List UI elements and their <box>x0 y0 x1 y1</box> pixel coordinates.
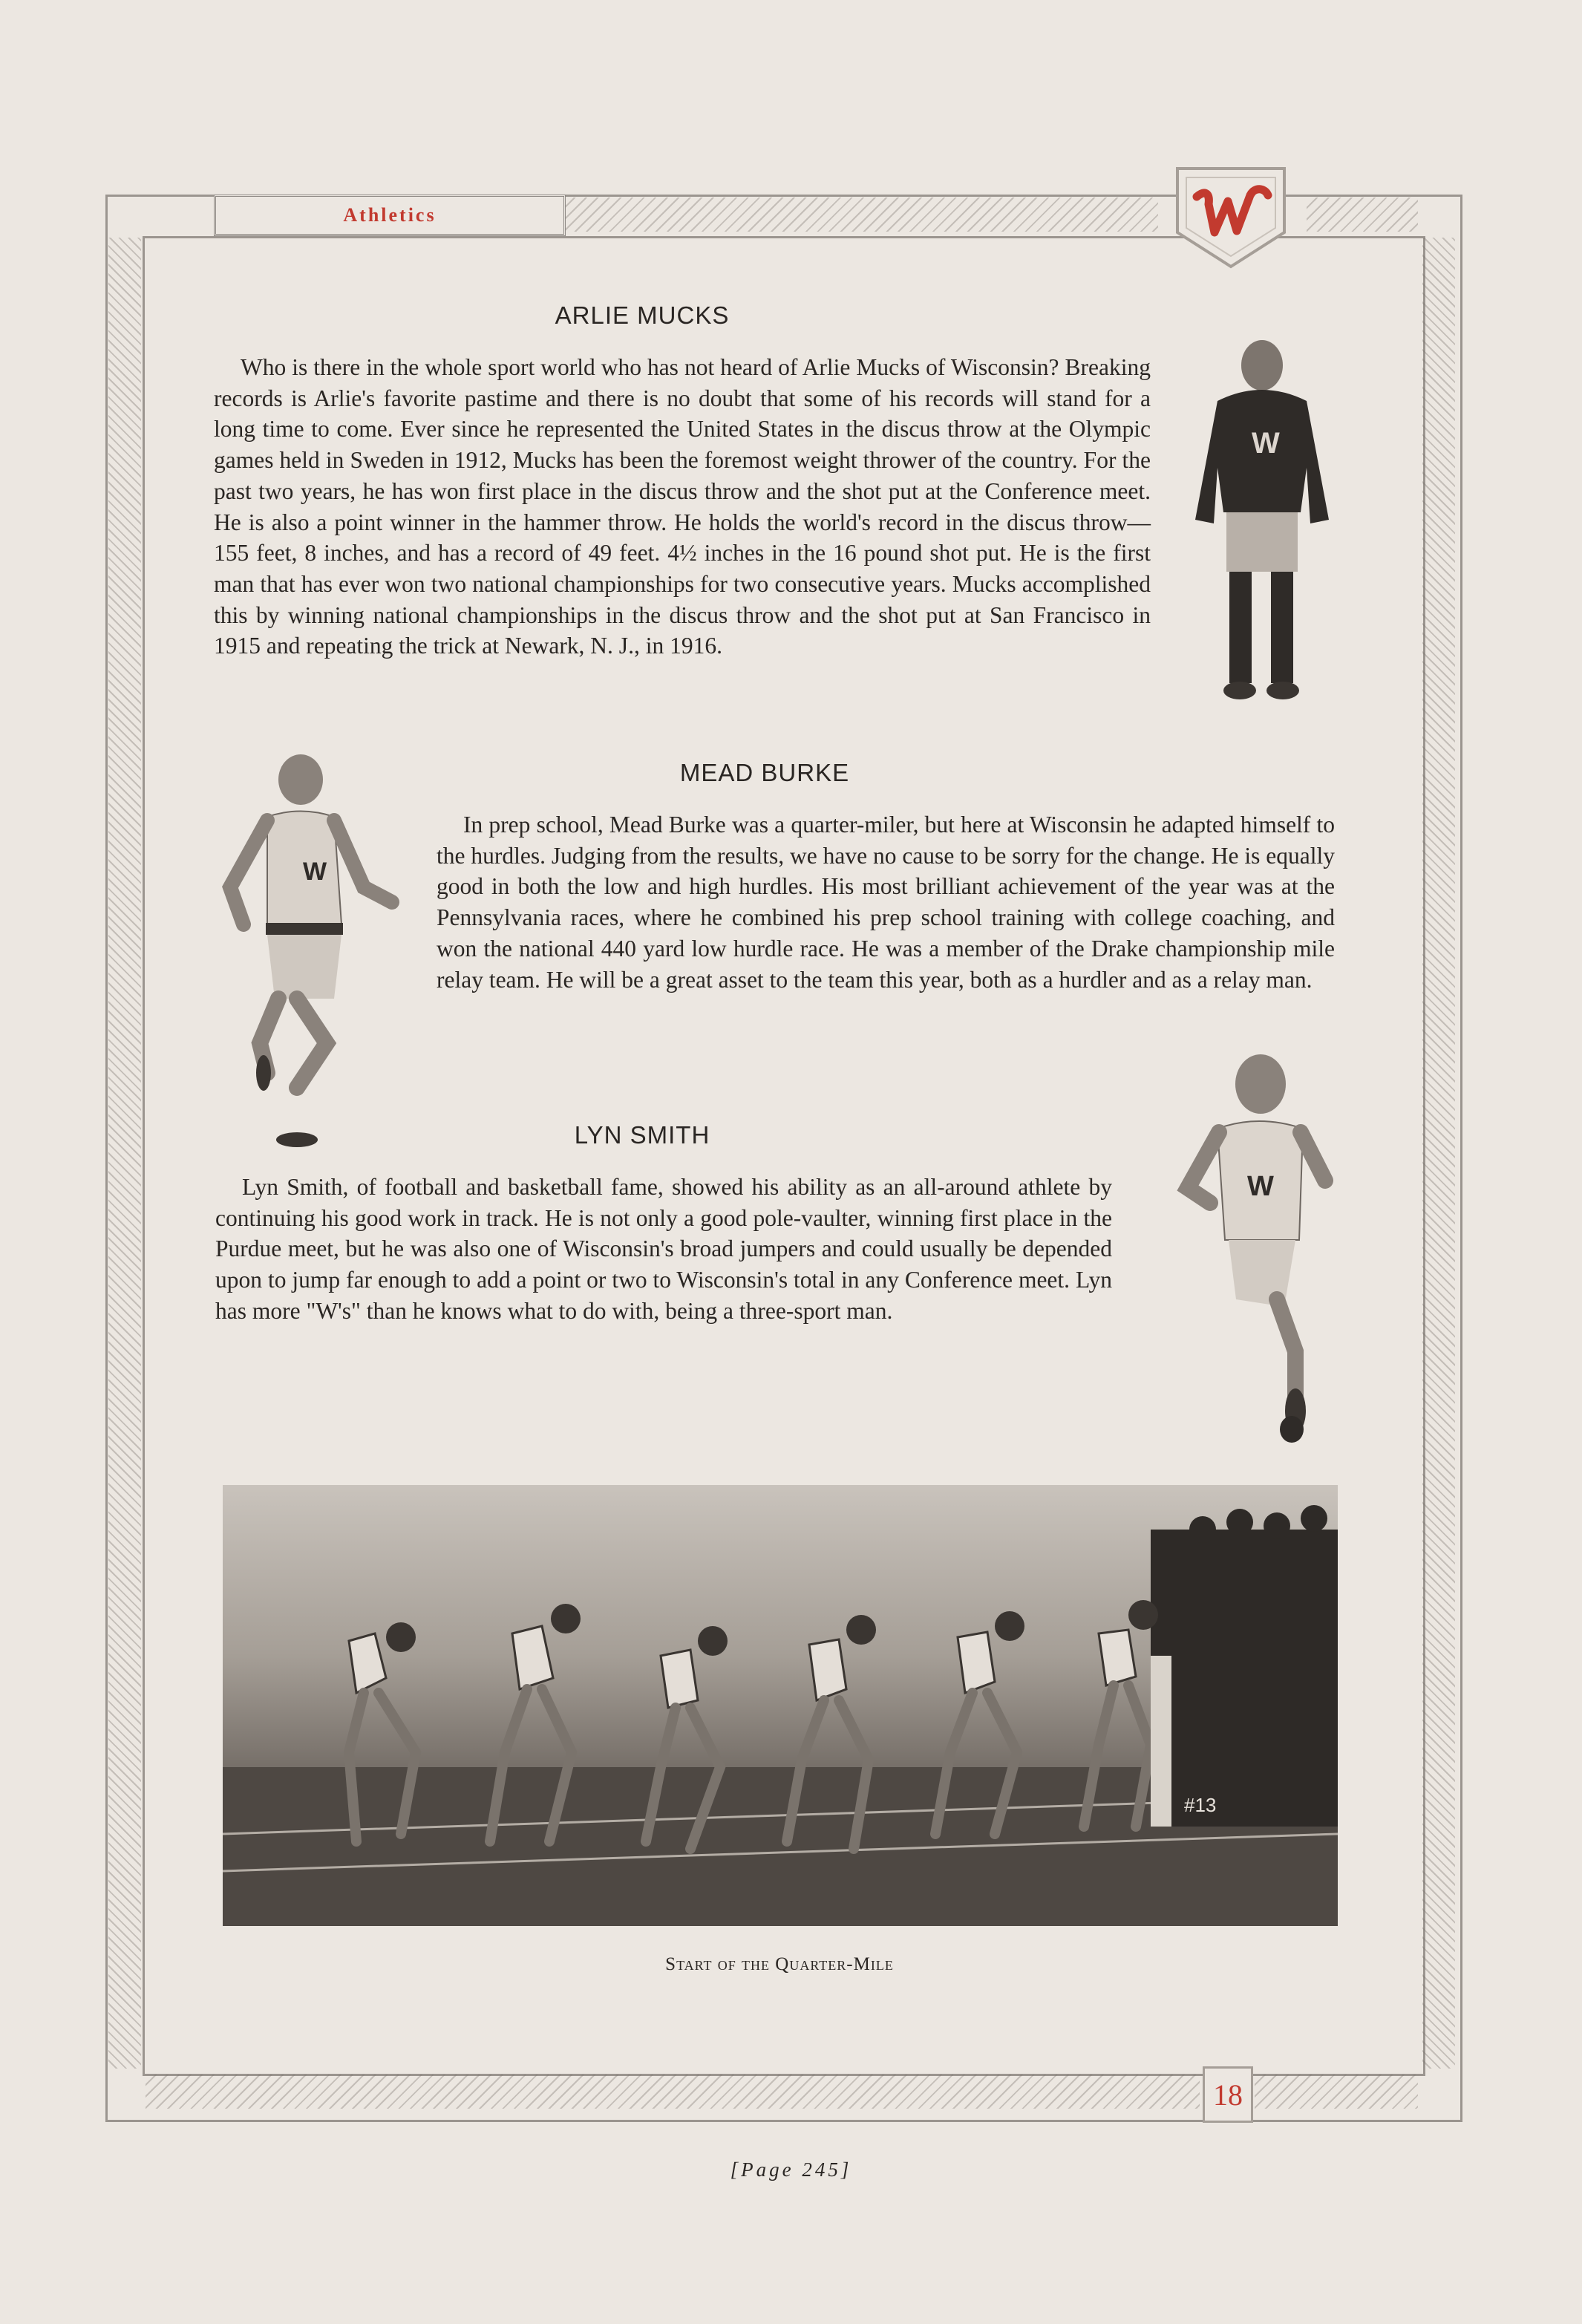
border-left-band <box>108 238 141 2069</box>
article-body <box>437 809 1335 995</box>
photo-caption: Start of the Quarter-Mile <box>665 1954 894 1974</box>
article-body <box>214 352 1151 662</box>
race-photo <box>223 1485 1338 1926</box>
article-body-text: In prep school, Mead Burke was a quarter-miler, but here at Wisconsin he adapted himself to the hurdles. Judging from the results, we have no cause to be sorry for the change. He is equally good in both the low and high hurdles. His most brilliant achievement of the year was at the Pennsylvania races, where he combined his prep school training with college coaching, and won the national 440 yard low hurdle race. He was a member of the Drake championship mile relay team. He will be a great asset to the team this year, both as a hurdler and as a relay man. <box>437 812 1335 993</box>
article-title: MEAD BURKE <box>679 759 850 786</box>
border-bottom-band <box>146 2075 1200 2109</box>
athlete-photo-smith <box>1166 1039 1344 1444</box>
section-label: Athletics <box>343 204 437 226</box>
article-body <box>215 1172 1112 1327</box>
svg-text:W: W <box>1252 427 1280 460</box>
border-right-band <box>1422 238 1455 2069</box>
athlete-photo-burke <box>215 746 401 1155</box>
svg-text:W: W <box>303 858 327 886</box>
section-number: 18 <box>1213 2078 1243 2112</box>
photo-marking: #13 <box>1184 1794 1217 1816</box>
border-top-band-right <box>1307 198 1418 232</box>
article-title: ARLIE MUCKS <box>555 301 730 329</box>
svg-text:W: W <box>1247 1171 1274 1202</box>
wisconsin-w-logo <box>1167 160 1295 271</box>
article-body-text: Who is there in the whole sport world who has not heard of Arlie Mucks of Wisconsin? Breaking records is Arlie's favorite pastime and there is no doubt that some of his records will stand for a long time to come. Ever since he represented the United States in the discus throw at the Olympic games held in Sweden in 1912, Mucks has been the foremost weight thrower of the country. For the past two years, he has won first place in the discus throw and the shot put at the Conference meet. He is also a point winner in the hammer throw. He holds the world's record in the discus throw—155 feet, 8 inches, and has a record of 49 feet. 4½ inches in the 16 pound shot put. He is the first man that has ever won two national championships for two consecutive years. Mucks accomplished this by winning national championships in the discus throw and the shot put at San Francisco in 1915 and repeating the trick at Newark, N. J., in 1916. <box>214 354 1151 659</box>
article-title: LYN SMITH <box>574 1121 710 1149</box>
athlete-photo-mucks <box>1188 327 1336 720</box>
section-header <box>214 195 566 236</box>
border-top-band <box>564 198 1158 232</box>
border-bottom-band-right <box>1255 2075 1418 2109</box>
page-number: [Page 245] <box>730 2158 852 2181</box>
article-body-text: Lyn Smith, of football and basketball fame, showed his ability as an all-around athlete by continuing his good work in track. He is not only a good pole-vaulter, winning first place in the Purdue meet, but he was also one of Wisconsin's broad jumpers and could usually be depended upon to jump far enough to add a point or two to Wisconsin's total in any Conference meet. Lyn has more "W's" than he knows what to do with, being a three-sport man. <box>215 1174 1112 1324</box>
section-number-badge <box>1203 2066 1253 2123</box>
